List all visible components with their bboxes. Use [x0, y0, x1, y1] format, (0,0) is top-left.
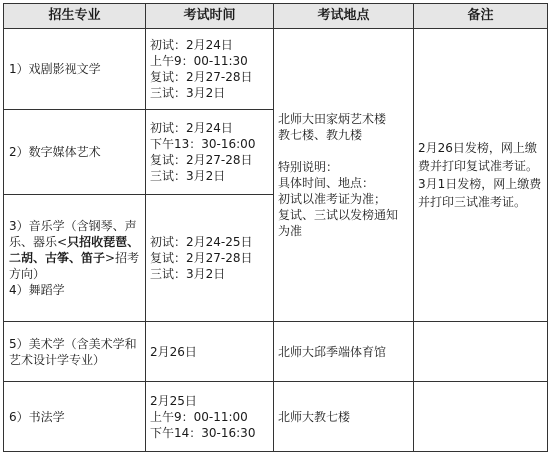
time-line: 复试：2月27-28日 — [150, 152, 253, 167]
header-major: 招生专业 — [4, 4, 146, 29]
time-line: 三试：3月2日 — [150, 266, 226, 281]
location-line: 初试以准考证为准； — [278, 191, 387, 206]
note-cell — [414, 382, 548, 452]
time-line: 上午9：00-11:00 — [150, 409, 248, 424]
shared-location-cell — [274, 29, 414, 322]
major-cell: 6）书法学 — [4, 382, 146, 452]
time-cell — [146, 321, 274, 382]
header-time: 考试时间 — [146, 4, 274, 29]
time-line: 三试：3月2日 — [150, 85, 226, 100]
major-text: 3）音乐学（含钢琴、声乐、器乐< — [9, 218, 137, 249]
exam-schedule-table — [3, 3, 548, 452]
time-line: 2月26日 — [150, 344, 197, 359]
time-line: 初试：2月24日 — [150, 37, 233, 52]
shared-note-cell: 2月26日发榜，网上缴费并打印复试准考证。3月1日发榜，网上缴费并打印三试准考证。 — [414, 29, 548, 322]
time-line: 下午13：30-16:00 — [150, 136, 256, 151]
major-instruments-text: 只招收琵琶、二胡、古筝、笛子 — [9, 234, 140, 265]
location-line: 特别说明： — [278, 159, 339, 174]
time-cell — [146, 109, 274, 194]
time-line: 三试：3月2日 — [150, 168, 226, 183]
location-line: 北师大田家炳艺术楼 — [278, 111, 387, 126]
time-line: 复试：2月27-28日 — [150, 250, 253, 265]
table-row — [4, 29, 548, 110]
major-cell: 2）数字媒体艺术 — [4, 109, 146, 194]
major-cell: 5）美术学（含美术学和艺术设计学专业） — [4, 321, 146, 382]
major-cell: 1）戏剧影视文学 — [4, 29, 146, 110]
location-line: 复试、三试以发榜通知为准 — [278, 207, 399, 238]
major-cell — [4, 194, 146, 321]
major-text: >招考方向） — [9, 250, 140, 281]
location-cell: 北师大邱季端体育馆 — [274, 321, 414, 382]
table-row — [4, 382, 548, 452]
location-line — [278, 143, 409, 159]
location-line: 具体时间、地点： — [278, 175, 375, 190]
location-cell: 北师大教七楼 — [274, 382, 414, 452]
time-cell — [146, 29, 274, 110]
music-major-text — [9, 218, 141, 282]
note-cell — [414, 321, 548, 382]
dance-major-text: 4）舞蹈学 — [9, 282, 65, 297]
time-line: 初试：2月24-25日 — [150, 234, 253, 249]
time-line: 初试：2月24日 — [150, 120, 233, 135]
location-line: 教七楼、教九楼 — [278, 127, 363, 142]
time-cell — [146, 382, 274, 452]
time-line: 下午14：30-16:30 — [150, 425, 256, 440]
header-row — [4, 4, 548, 29]
time-line: 上午9：00-11:30 — [150, 53, 248, 68]
time-line: 复试：2月27-28日 — [150, 69, 253, 84]
time-cell — [146, 194, 274, 321]
header-location: 考试地点 — [274, 4, 414, 29]
header-note: 备注 — [414, 4, 548, 29]
table-row — [4, 321, 548, 382]
time-line: 2月25日 — [150, 393, 197, 408]
